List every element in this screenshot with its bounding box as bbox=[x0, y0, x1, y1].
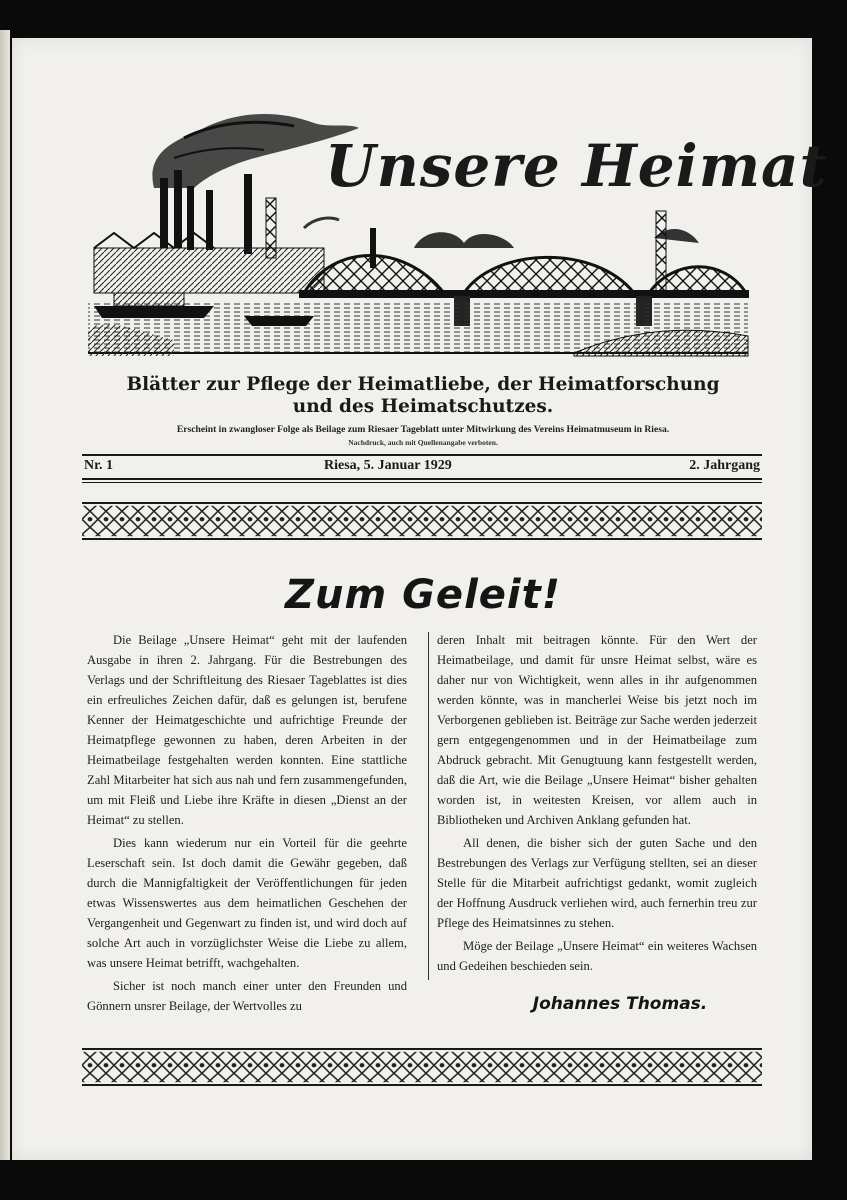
issue-number: Nr. 1 bbox=[84, 458, 114, 473]
industrial-river-bridge-illustration-icon bbox=[74, 78, 828, 363]
paragraph: Die Beilage „Unsere Heimat“ geht mit der laufenden Ausgabe in ihren 2. Jahrgang. Für die Bestrebungen des Verlags und der Schriftleitung des Riesaer Tageblattes ist dies ein erfreuliches Zeichen dafür, daß es gelungen ist, berufene Kenner der Heimatgeschichte und aufrichtige Freunde der Heimatpflege gewonnen zu haben, deren Arbeiten in der Heimatbeilage festgehalten werden konnten. Eine stattliche Zahl Mitarbeiter hat sich aus nah und fern zusammengefunden, um mit Fleiß und Liebe ihre Kräfte in diesen „Dienst an der Heimat“ zu stellen. bbox=[87, 633, 407, 827]
issue-volume: 2. Jahrgang bbox=[689, 458, 760, 473]
issue-place-date: Riesa, 5. Januar 1929 bbox=[324, 458, 452, 473]
issue-rule-hair bbox=[82, 482, 762, 483]
issue-rule-thin bbox=[82, 478, 762, 480]
masthead-subtitle bbox=[80, 374, 766, 418]
reprint-notice: Nachdruck, auch mit Quellenangabe verboten. bbox=[348, 438, 498, 447]
subtitle-line-1: Blätter zur Pflege der Heimatliebe, der Heimatforschung bbox=[126, 374, 720, 395]
column-divider bbox=[428, 632, 429, 980]
paragraph: Sicher ist noch manch einer unter den Freunden und Gönnern unsrer Beilage, der Wertvolles zu bbox=[87, 979, 407, 1013]
publication-notice: Erscheint in zwangloser Folge als Beilage zum Riesaer Tageblatt unter Mitwirkung des Vereins Heimatmuseum in Riesa. bbox=[176, 424, 670, 435]
subtitle-line-2: und des Heimatschutzes. bbox=[292, 396, 554, 417]
lattice-ornament-band-icon bbox=[82, 1048, 762, 1086]
paragraph: deren Inhalt mit beitragen könnte. Für den Wert der Heimatbeilage, und damit für unsre Heimat selbst, wäre es daher nur von Wichtigkeit, wenn alles in ihr aufgenommen werden könnte, was in mancherlei Weise bis jetzt noch im Verborgenen geblieben ist. Beiträge zur Sache werden jederzeit gern entgegengenommen und in der Heimatbeilage zum Abdruck gebracht. Mit Genugtuung kann festgestellt werden, daß die Art, wie die Beilage „Unsere Heimat“ bisher gehalten worden ist, in weitesten Kreisen, vor allem auch in Bibliotheken und Archiven Anklang gefunden hat. bbox=[437, 633, 757, 827]
author-signature: Johannes Thomas. bbox=[532, 994, 708, 1014]
top-rule bbox=[82, 454, 762, 456]
paragraph: Dies kann wiederum nur ein Vorteil für die geehrte Leserschaft sein. Ist doch damit die Gewähr gegeben, daß durch die Mannigfaltigkeit der Veröffentlichungen für jeden etwas Wissenswertes aus dem heimatlichen Geschehen der Vergangenheit und Gegenwart zu finden ist, und wird doch auf solche Art auch in vorzüglichster Weise die Liebe zu allem, was unsere Heimat betrifft, wachgehalten. bbox=[87, 836, 407, 970]
article-right-column bbox=[437, 630, 757, 979]
book-spine bbox=[0, 30, 10, 1160]
paragraph: All denen, die bisher sich der guten Sache und den Bestrebungen des Verlags zur Verfügung stellten, sei an dieser Stelle für die Mitarbeit aufrichtigst gedankt, womit zugleich der Hoffnung Ausdruck verliehen wird, auch fernerhin treu zur Pflege des Heimatsinnes zu stehen. bbox=[437, 836, 757, 930]
article-left-column bbox=[87, 630, 407, 1019]
issue-line bbox=[84, 458, 760, 478]
article-headline: Zum Geleit! bbox=[285, 572, 561, 618]
masthead-title: Unsere Heimat bbox=[325, 132, 828, 200]
paragraph: Möge der Beilage „Unsere Heimat“ ein weiteres Wachsen und Gedeihen beschieden sein. bbox=[437, 939, 757, 973]
lattice-ornament-band-icon bbox=[82, 502, 762, 540]
